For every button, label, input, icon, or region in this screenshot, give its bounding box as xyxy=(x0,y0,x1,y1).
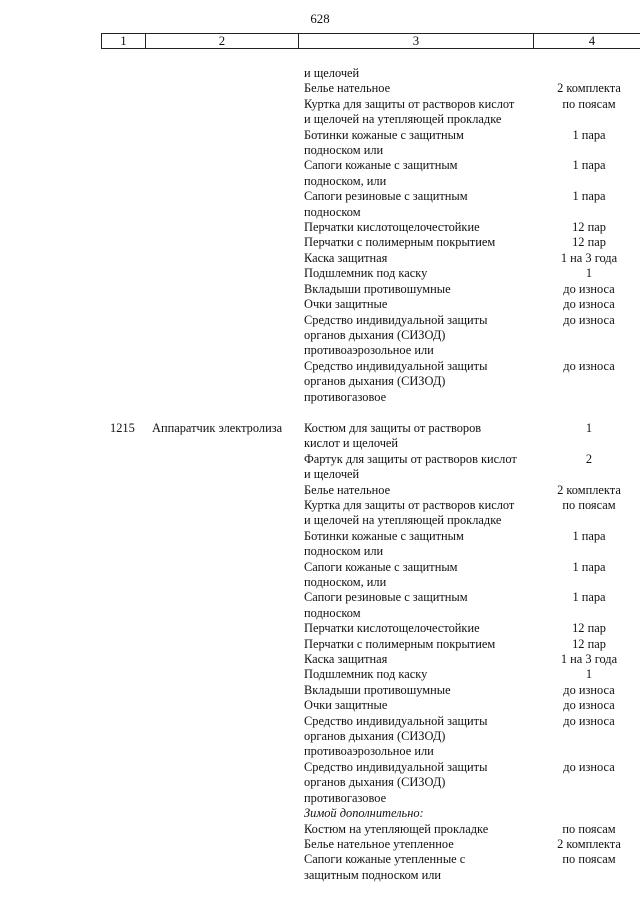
item-line: и щелочей xyxy=(304,66,360,80)
table-row xyxy=(0,66,640,81)
table-row xyxy=(0,251,640,266)
item-line: защитным подноском или xyxy=(304,867,442,882)
row-norm: до износа xyxy=(563,312,615,327)
item-line: противогазовое xyxy=(304,389,387,404)
item-line: Сапоги резиновые с защитным xyxy=(304,590,468,605)
item-line: Ботинки кожаные с защитным xyxy=(304,528,464,543)
row-item xyxy=(304,714,532,760)
table-row xyxy=(0,621,640,636)
item-line: Сапоги кожаные с защитным xyxy=(304,559,458,574)
section-heading xyxy=(304,806,532,821)
row-norm: до износа xyxy=(563,358,615,373)
row-item xyxy=(304,698,532,713)
item-line: Вкладыши противошумные xyxy=(304,281,451,296)
table-row xyxy=(0,189,640,220)
table-row xyxy=(0,667,640,682)
item-line: Средство индивидуальной защиты xyxy=(304,759,488,774)
table-row xyxy=(0,760,640,806)
item-line: Зимой дополнительно: xyxy=(304,806,424,821)
item-line: Ботинки кожаные с защитным xyxy=(304,127,464,142)
row-profession: Аппаратчик электролиза xyxy=(152,420,283,435)
row-item xyxy=(304,452,532,483)
row-norm: по поясам xyxy=(562,821,616,836)
table-row xyxy=(0,158,640,189)
table-row xyxy=(0,498,640,529)
item-line: Каска защитная xyxy=(304,652,388,667)
item-line: Белье нательное утепленное xyxy=(304,836,454,851)
item-line: подноском xyxy=(304,605,361,620)
item-line: Сапоги кожаные утепленные с xyxy=(304,852,466,867)
item-line: подноском, или xyxy=(304,575,387,589)
table-row xyxy=(0,683,640,698)
item-line: противоаэрозольное или xyxy=(304,343,434,358)
row-item xyxy=(304,266,532,281)
row-norm: 1 пара xyxy=(572,559,606,574)
row-item xyxy=(304,313,532,359)
row-norm: 12 пар xyxy=(572,621,606,636)
row-item xyxy=(304,97,532,128)
row-item xyxy=(304,667,532,682)
item-line: и щелочей на утепляющей прокладке xyxy=(304,513,502,528)
table-row xyxy=(0,822,640,837)
row-item xyxy=(304,637,532,652)
row-item xyxy=(304,81,532,96)
item-line: и щелочей xyxy=(304,467,360,482)
table-row xyxy=(0,313,640,359)
item-line: подноском xyxy=(304,204,361,219)
item-line: органов дыхания (СИЗОД) xyxy=(304,374,446,389)
item-line: Подшлемник под каску xyxy=(304,667,428,682)
item-line: Куртка для защиты от растворов кислот xyxy=(304,497,515,512)
row-item xyxy=(304,590,532,621)
row-item xyxy=(304,483,532,498)
item-line: Сапоги кожаные с защитным xyxy=(304,158,458,173)
column-header-3: 3 xyxy=(299,34,534,48)
row-norm: 12 пар xyxy=(572,636,606,651)
row-norm: 2 комплекта xyxy=(557,482,621,497)
row-item xyxy=(304,683,532,698)
table-row xyxy=(0,282,640,297)
table-row xyxy=(0,590,640,621)
item-line: Очки защитные xyxy=(304,297,388,312)
table-row xyxy=(0,637,640,652)
row-item xyxy=(304,837,532,852)
table-row xyxy=(0,359,640,405)
table-row xyxy=(0,560,640,591)
row-norm: 1 xyxy=(585,266,593,281)
row-norm: до износа xyxy=(563,713,615,728)
row-norm: 1 на 3 года xyxy=(560,250,618,265)
column-header-4: 4 xyxy=(588,34,596,48)
row-item xyxy=(304,158,532,189)
row-norm: 2 комплекта xyxy=(557,836,621,851)
row-item xyxy=(304,852,532,883)
item-line: Средство индивидуальной защиты xyxy=(304,358,488,373)
item-line: подноском или xyxy=(304,544,384,559)
item-line: Подшлемник под каску xyxy=(304,266,428,281)
row-item xyxy=(304,282,532,297)
row-item xyxy=(304,189,532,220)
row-norm: до износа xyxy=(563,682,615,697)
item-line: Куртка для защиты от растворов кислот xyxy=(304,96,515,111)
row-item xyxy=(304,128,532,159)
row-item xyxy=(304,421,532,452)
row-norm: до износа xyxy=(563,698,615,713)
row-norm: 1 пара xyxy=(572,158,606,173)
row-norm: 1 xyxy=(585,420,593,435)
row-item xyxy=(304,560,532,591)
row-norm: 1 пара xyxy=(572,590,606,605)
row-item xyxy=(304,297,532,312)
row-item xyxy=(304,359,532,405)
row-norm: до износа xyxy=(563,759,615,774)
table-row xyxy=(0,698,640,713)
table-row xyxy=(0,483,640,498)
table-row xyxy=(0,421,640,452)
row-item xyxy=(304,66,532,81)
row-norm: до износа xyxy=(563,297,615,312)
item-line: кислот и щелочей xyxy=(304,436,399,451)
row-item xyxy=(304,529,532,560)
row-norm: до износа xyxy=(563,281,615,296)
item-line: Перчатки кислотощелочестойкие xyxy=(304,621,480,636)
table-row xyxy=(0,297,640,312)
table-row xyxy=(0,97,640,128)
table-row xyxy=(0,714,640,760)
table-row xyxy=(0,452,640,483)
item-line: Средство индивидуальной защиты xyxy=(304,713,488,728)
row-norm: 1 на 3 года xyxy=(560,652,618,667)
row-item xyxy=(304,621,532,636)
row-norm: 1 пара xyxy=(572,528,606,543)
table-row xyxy=(0,837,640,852)
table-row xyxy=(0,235,640,250)
row-item xyxy=(304,652,532,667)
row-norm: 1 пара xyxy=(572,189,606,204)
item-line: подноском, или xyxy=(304,173,387,188)
row-norm: 12 пар xyxy=(572,220,606,235)
item-line: Костюм для защиты от растворов xyxy=(304,420,482,435)
table-row xyxy=(0,652,640,667)
row-item xyxy=(304,822,532,837)
row-code: 1215 xyxy=(110,420,135,435)
item-line: подноском или xyxy=(304,143,384,158)
row-norm: по поясам xyxy=(562,497,616,512)
item-line: Очки защитные xyxy=(304,698,388,713)
item-line: противоаэрозольное или xyxy=(304,744,434,759)
table-row xyxy=(0,806,640,821)
item-line: и щелочей на утепляющей прокладке xyxy=(304,112,502,127)
table-row xyxy=(0,220,640,235)
table-row xyxy=(0,852,640,883)
table-row xyxy=(0,128,640,159)
item-line: Фартук для защиты от растворов кислот xyxy=(304,451,517,466)
row-item xyxy=(304,498,532,529)
item-line: органов дыхания (СИЗОД) xyxy=(304,327,446,342)
item-line: Костюм на утепляющей прокладке xyxy=(304,821,489,836)
item-line: органов дыхания (СИЗОД) xyxy=(304,729,446,744)
row-norm: 1 xyxy=(585,667,593,682)
row-norm: 2 xyxy=(585,451,593,466)
item-line: органов дыхания (СИЗОД) xyxy=(304,775,446,790)
item-line: Сапоги резиновые с защитным xyxy=(304,189,468,204)
item-line: Белье нательное xyxy=(304,81,391,96)
row-norm: по поясам xyxy=(562,852,616,867)
table-body xyxy=(0,66,640,883)
row-norm: 12 пар xyxy=(572,235,606,250)
item-line: Перчатки кислотощелочестойкие xyxy=(304,220,480,235)
item-line: противогазовое xyxy=(304,790,387,805)
table-header xyxy=(101,33,640,49)
column-header-2: 2 xyxy=(146,34,299,48)
item-line: Перчатки с полимерным покрытием xyxy=(304,636,496,651)
item-line: Вкладыши противошумные xyxy=(304,682,451,697)
item-line: Каска защитная xyxy=(304,250,388,265)
item-line: Белье нательное xyxy=(304,482,391,497)
row-item xyxy=(304,760,532,806)
table-row xyxy=(0,81,640,96)
row-item xyxy=(304,235,532,250)
row-item xyxy=(304,251,532,266)
item-line: Средство индивидуальной защиты xyxy=(304,312,488,327)
row-norm: 2 комплекта xyxy=(557,81,621,96)
item-line: Перчатки с полимерным покрытием xyxy=(304,235,496,250)
row-norm: 1 пара xyxy=(572,127,606,142)
table-row xyxy=(0,266,640,281)
page-number: 628 xyxy=(310,12,330,26)
row-item xyxy=(304,220,532,235)
table-row xyxy=(0,529,640,560)
column-header-1: 1 xyxy=(102,34,146,48)
row-norm: по поясам xyxy=(562,96,616,111)
